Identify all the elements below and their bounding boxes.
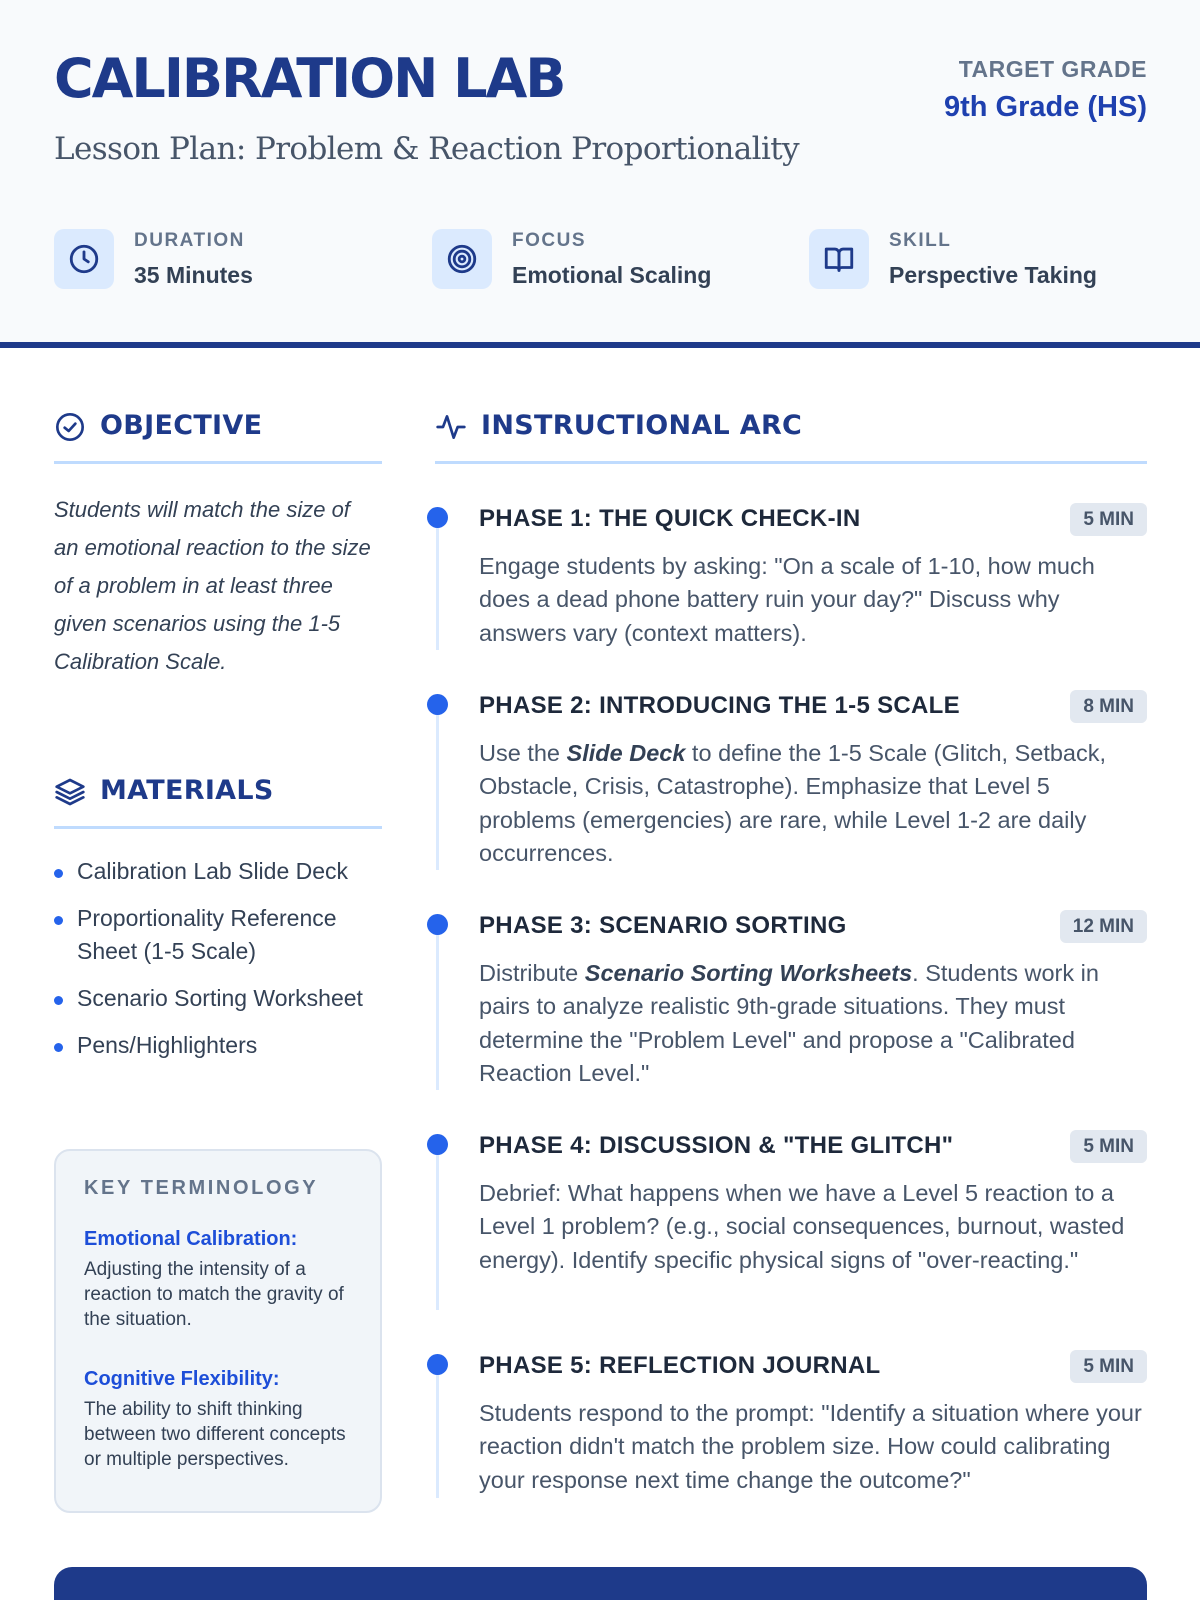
objective-text: Students will match the size of an emotional reaction to the size of a problem in at least three given scenarios using the 1-5 Calibration Scale. xyxy=(54,497,371,674)
meta-focus-label: FOCUS xyxy=(512,229,586,251)
phase-description: Engage students by asking: "On a scale of 1-10, how much does a dead phone battery ruin your day?" Discuss why answers vary (context matters). xyxy=(479,553,1095,646)
check-circle-icon xyxy=(54,411,86,448)
footer-banner xyxy=(54,1567,1147,1600)
book-icon xyxy=(809,229,869,289)
duration-badge: 5 MIN xyxy=(1070,1350,1147,1383)
objective-title: OBJECTIVE xyxy=(100,410,263,441)
duration-badge: 12 MIN xyxy=(1060,910,1147,943)
target-grade-label: TARGET GRADE xyxy=(958,56,1147,82)
key-terminology-card xyxy=(54,1149,382,1513)
timeline-line xyxy=(436,1374,439,1498)
instructional-arc-title: INSTRUCTIONAL ARC xyxy=(481,410,803,441)
target-icon xyxy=(432,229,492,289)
list-item: Scenario Sorting Worksheet xyxy=(54,982,379,1015)
slide-deck-emphasis: Slide Deck xyxy=(566,740,686,766)
timeline-line xyxy=(436,934,439,1090)
materials-title: MATERIALS xyxy=(100,775,274,806)
term-name: Cognitive Flexibility: xyxy=(84,1368,280,1390)
duration-badge: 5 MIN xyxy=(1070,1130,1147,1163)
timeline-dot xyxy=(427,1134,448,1155)
phase-description: Students respond to the prompt: "Identify a situation where your reaction didn't match the problem size. How could calibrating your response next time change the outcome?" xyxy=(479,1400,1142,1493)
meta-duration xyxy=(54,228,253,290)
layers-icon xyxy=(54,776,86,813)
phase-description: Debrief: What happens when we have a Level 5 reaction to a Level 1 problem? (e.g., social consequences, burnout, wasted energy). Identify specific physical signs of "over-reacting." xyxy=(479,1180,1125,1273)
materials-list xyxy=(54,855,379,1076)
timeline-dot xyxy=(427,914,448,935)
duration-badge: 8 MIN xyxy=(1070,690,1147,723)
timeline-dot xyxy=(427,507,448,528)
lesson-header xyxy=(0,0,1200,348)
term-definition: Adjusting the intensity of a reaction to match the gravity of the situation. xyxy=(84,1259,344,1330)
meta-skill-value: Perspective Taking xyxy=(889,261,1097,288)
term-name: Emotional Calibration: xyxy=(84,1228,298,1250)
list-item: Proportionality Reference Sheet (1-5 Scale) xyxy=(54,902,379,968)
phase-title: PHASE 4: DISCUSSION & "THE GLITCH" xyxy=(479,1132,954,1159)
meta-focus xyxy=(432,228,711,290)
page-title: CALIBRATION LAB xyxy=(54,47,565,110)
meta-focus-value: Emotional Scaling xyxy=(512,261,712,288)
meta-skill-label: SKILL xyxy=(889,229,952,251)
phase-title: PHASE 2: INTRODUCING THE 1-5 SCALE xyxy=(479,692,960,719)
instructional-arc-heading xyxy=(435,408,1147,464)
objective-heading xyxy=(54,408,382,464)
timeline-line xyxy=(436,1154,439,1310)
phase-description: Use the Slide Deck to define the 1-5 Scale (Glitch, Setback, Obstacle, Crisis, Catastrophe). Emphasize that Level 5 problems (emergencies) are rare, while Level 1-2 are daily occurrences. xyxy=(479,740,1107,867)
timeline-line xyxy=(436,714,439,870)
target-grade xyxy=(944,56,1147,124)
phase-title: PHASE 1: THE QUICK CHECK-IN xyxy=(479,505,861,532)
materials-heading xyxy=(54,773,382,829)
target-grade-value: 9th Grade (HS) xyxy=(943,91,1147,123)
timeline-line xyxy=(436,527,439,650)
clock-icon xyxy=(54,229,114,289)
terminology-title: KEY TERMINOLOGY xyxy=(84,1177,319,1199)
activity-icon xyxy=(435,411,467,448)
term-definition: The ability to shift thinking between two different concepts or multiple perspectives. xyxy=(84,1399,346,1470)
meta-duration-label: DURATION xyxy=(134,229,245,251)
timeline-dot xyxy=(427,1354,448,1375)
duration-badge: 5 MIN xyxy=(1070,503,1147,536)
list-item: Pens/Highlighters xyxy=(54,1029,379,1062)
phase-description: Distribute Scenario Sorting Worksheets. Students work in pairs to analyze realistic 9th-grade situations. They must determine the "Problem Level" and propose a "Calibrated Reaction Level." xyxy=(479,960,1099,1087)
meta-duration-value: 35 Minutes xyxy=(134,261,253,288)
phase-title: PHASE 3: SCENARIO SORTING xyxy=(479,912,847,939)
page-subtitle: Lesson Plan: Problem & Reaction Proportionality xyxy=(54,131,800,167)
worksheet-emphasis: Scenario Sorting Worksheets xyxy=(584,960,913,986)
timeline-dot xyxy=(427,694,448,715)
phase-title: PHASE 5: REFLECTION JOURNAL xyxy=(479,1352,881,1379)
meta-skill xyxy=(809,228,1097,290)
list-item: Calibration Lab Slide Deck xyxy=(54,855,379,888)
